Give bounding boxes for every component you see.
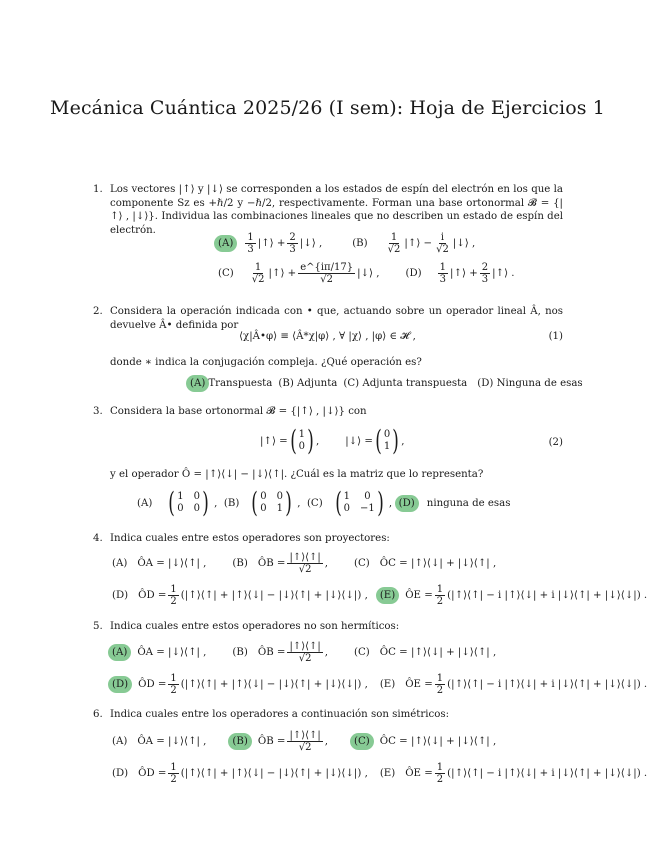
q4-options-row-1: (A) ÔA = |↓⟩⟨↑| , (B) ÔB = $\frac{|↑⟩⟨↑|}{√2}$ , (C) ÔC = |↑⟩⟨↓| + |↓⟩⟨↑| , [112,552,497,575]
q5-option-d-label[interactable]: (D) [112,679,129,690]
q2-option-a-text: Transpuesta [208,378,273,389]
q5-options-row-1: (A) ÔA = |↓⟩⟨↑| , (B) ÔB = $\frac{|↑⟩⟨↑|}{√2}$ , (C) ÔC = |↑⟩⟨↓| + |↓⟩⟨↑| , [112,641,497,664]
question-text: Los vectores |↑⟩ y |↓⟩ se corresponden a los estados de espín del electrón en los que la componente Sz es +ℏ/2 y −ℏ/2, respectivamente. Forman una base ortonormal 𝓑 = {|↑⟩ , |↓⟩}. Individua las combinaciones lineales que no describen un estado de espín del electrón. [110,184,563,236]
q6-option-b-label[interactable]: (B) [232,736,248,747]
q5-option-e-label[interactable]: (E) [379,679,396,690]
question-2 [93,305,563,332]
q4-option-e-label[interactable]: (E) [379,590,396,601]
q4-options-row-2: (D) ÔD = $\frac{1}{2}$ (|↑⟩⟨↑| + |↑⟩⟨↓| − |↓⟩⟨↑| + |↓⟩⟨↓|) , (E) ÔE = $\frac{1}{2}$ (|↑⟩⟨↑| − i |↑⟩⟨↓| + i |↓⟩⟨↑| + |↓⟩⟨↓|) . [112,584,648,607]
question-3 [93,405,563,419]
q3-option-c-label[interactable]: (C) [306,497,323,509]
q2-option-c[interactable]: (C) Adjunta transpuesta [343,378,468,389]
page-title: Mecánica Cuántica 2025/26 (I sem): Hoja de Ejercicios 1 [50,97,605,119]
q3-basis-vectors: |↑⟩ = ( 1 0 ) , |↓⟩ = ( 0 1 ) , [260,424,405,457]
question-text: Indica cuales entre estos operadores no son hermíticos: [110,621,400,632]
question-4 [93,532,563,546]
column-vector-up: ( 1 0 ) [289,424,314,457]
q6-options-row-2: (D) ÔD = $\frac{1}{2}$ (|↑⟩⟨↑| + |↑⟩⟨↓| − |↓⟩⟨↑| + |↓⟩⟨↓|) , (E) ÔE = $\frac{1}{2}$ (|↑⟩⟨↑| − i |↑⟩⟨↓| + i |↓⟩⟨↑| + |↓⟩⟨↓|) . [112,762,648,785]
q5-option-b-label[interactable]: (B) [232,647,248,658]
question-1 [93,183,563,237]
q3-followup: y el operador Ô = |↑⟩⟨↓| − |↓⟩⟨↑|. ¿Cuál es la matriz que lo representa? [110,469,484,480]
question-text: Considera la operación indicada con • que, actuando sobre un operador lineal Â, nos devuelve Â• definida por [110,306,563,331]
q3-option-d-text: ninguna de esas [426,497,511,509]
q1-option-a-label[interactable]: (A) [218,238,234,249]
q2-equation: ⟨χ|Â•φ⟩ ≡ ⟨Â*χ|φ⟩ , ∀ |χ⟩ , |φ⟩ ∈ 𝓗 , [239,331,416,342]
question-number: 2. [93,306,103,317]
q4-option-a-label[interactable]: (A) [112,558,128,569]
matrix-b: ( 0 0 0 1 ) [251,486,292,519]
q2-followup: donde ∗ indica la conjugación compleja. ¿Qué operación es? [110,357,422,368]
question-number: 6. [93,709,103,720]
q1-option-b-label[interactable]: (B) [352,238,368,249]
q5-option-c-label[interactable]: (C) [354,647,370,658]
q1-options-row-2: (C) $\frac{1}{√2}$ |↑⟩ + $\frac{e\^{}\{i\pi/17\}}{√2}$ |↓⟩ , (D) $\frac{1}{3}$ |↑⟩ + $\frac{2}{3}$ |↑⟩ . [218,262,515,285]
q6-option-a-label[interactable]: (A) [112,736,128,747]
q3-options: (A) ( 1 0 0 0 ) , (B) ( 0 0 0 1 ) , (C) ( 1 0 0 −1 ) , (D) ninguna de esas [137,486,511,519]
q1-option-d-label[interactable]: (D) [405,268,422,279]
question-text: Indica cuales entre los operadores a continuación son simétricos: [110,709,450,720]
question-number: 3. [93,406,103,417]
equation-number: (1) [548,331,563,342]
question-5 [93,620,563,634]
q6-option-c-label[interactable]: (C) [354,736,370,747]
q2-option-d[interactable]: (D) Ninguna de esas [477,378,583,389]
q6-option-d-label[interactable]: (D) [112,768,129,779]
q1-option-c-label[interactable]: (C) [218,268,234,279]
q2-options [190,378,583,389]
question-number: 1. [93,184,103,195]
question-text: Indica cuales entre estos operadores son proyectores: [110,533,390,544]
question-number: 4. [93,533,103,544]
q4-option-d-label[interactable]: (D) [112,590,129,601]
matrix-c: ( 1 0 0 −1 ) [334,486,384,519]
q1-options-row-1: (A) $\frac{1}{3}$ |↑⟩ + $\frac{2}{3}$ |↓⟩ , (B) $\frac{1}{√2}$ |↑⟩ − $\frac{i}{√2}$ |↓⟩ , [218,232,476,255]
question-text: Considera la base ortonormal 𝓑 = {|↑⟩ , |↓⟩} con [110,406,367,417]
q4-option-c-label[interactable]: (C) [354,558,370,569]
q6-option-e-label[interactable]: (E) [379,768,396,779]
q5-option-a-label[interactable]: (A) [112,647,128,658]
q5-options-row-2: (D) ÔD = $\frac{1}{2}$ (|↑⟩⟨↑| + |↑⟩⟨↓| − |↓⟩⟨↑| + |↓⟩⟨↓|) , (E) ÔE = $\frac{1}{2}$ (|↑⟩⟨↑| − i |↑⟩⟨↓| + i |↓⟩⟨↑| + |↓⟩⟨↓|) . [112,673,648,696]
question-number: 5. [93,621,103,632]
q2-option-a-label[interactable]: (A) [190,378,206,389]
q3-option-a-label[interactable]: (A) [137,497,153,509]
column-vector-down: ( 0 1 ) [375,424,399,457]
question-6 [93,708,563,722]
equation-number: (2) [548,437,563,448]
q2-option-b[interactable]: (B) Adjunta [278,378,338,389]
q3-option-b-label[interactable]: (B) [223,497,240,509]
q6-options-row-1: (A) ÔA = |↓⟩⟨↑| , (B) ÔB = $\frac{|↑⟩⟨↑|}{√2}$ , (C) ÔC = |↑⟩⟨↓| + |↓⟩⟨↑| , [112,730,497,753]
matrix-a: ( 1 0 0 0 ) [168,486,209,519]
q3-option-d-label[interactable]: (D) [398,497,415,509]
q4-option-b-label[interactable]: (B) [232,558,248,569]
